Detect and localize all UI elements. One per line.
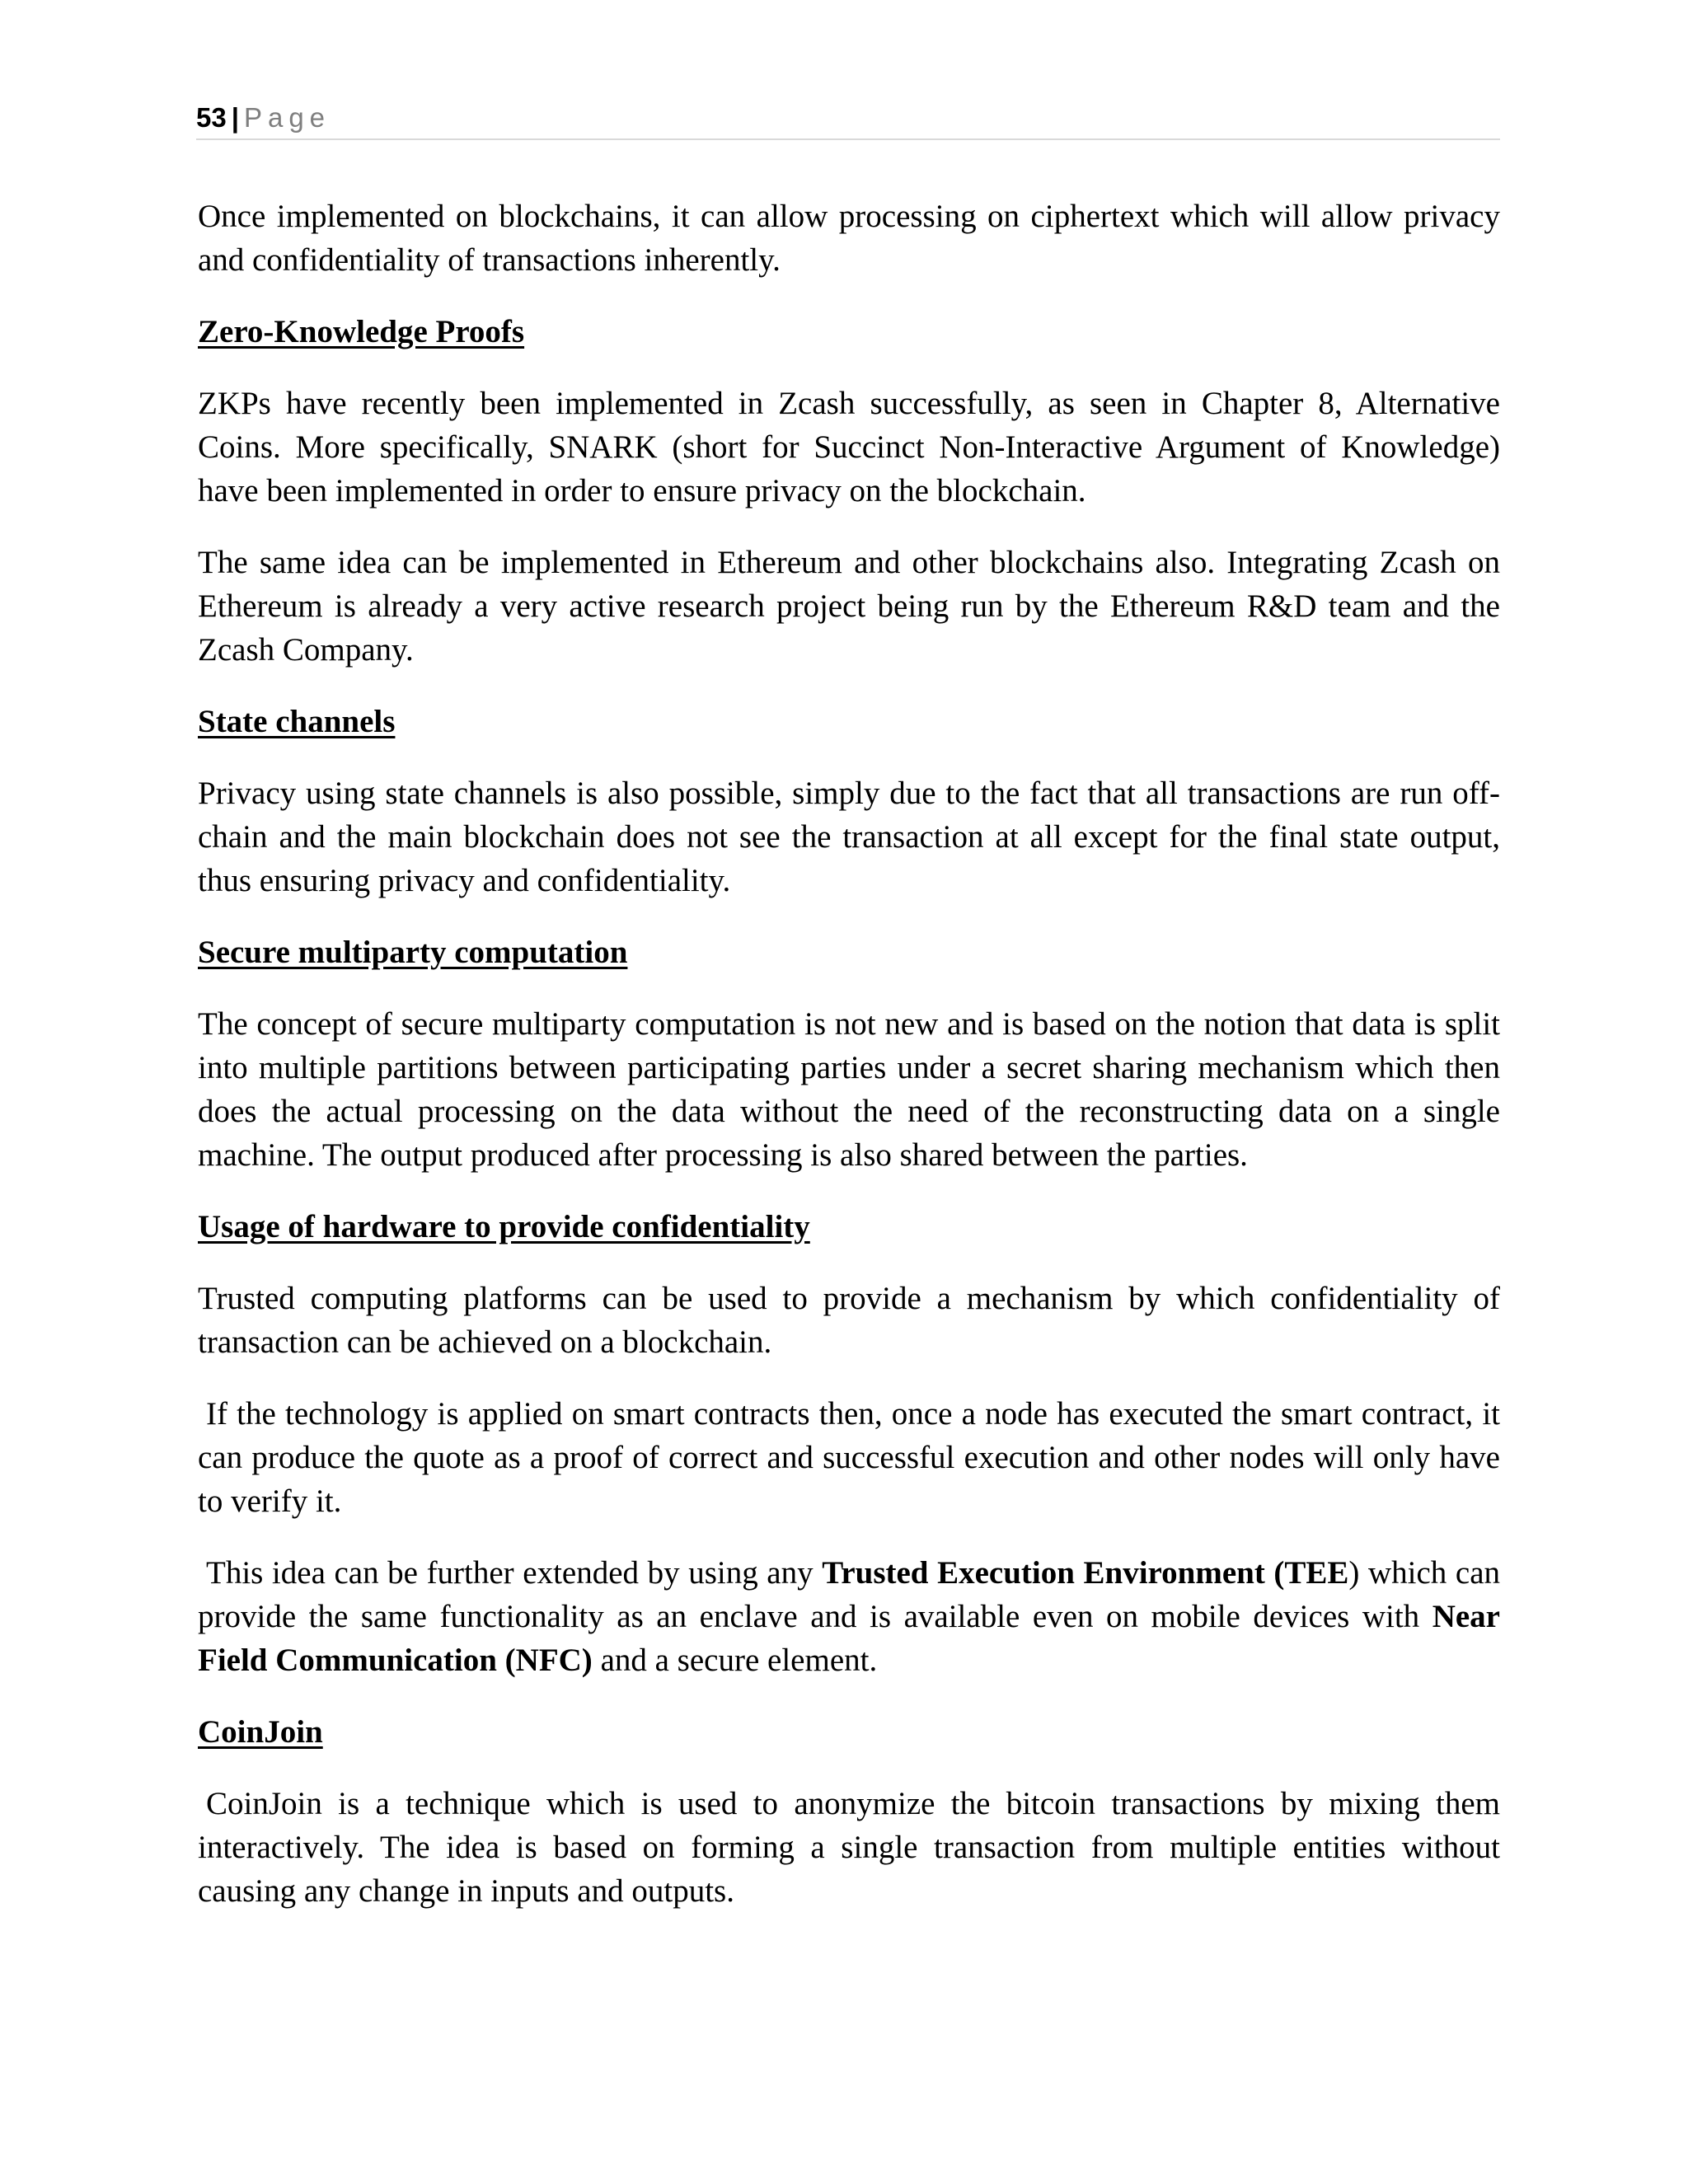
header-separator: | (231, 102, 239, 133)
heading-hardware-confidentiality: Usage of hardware to provide confidentiality (198, 1209, 810, 1244)
paragraph-secure-multiparty-computation: The concept of secure multiparty computation is not new and is based on the notion that data is split into multiple partitions between participating parties under a secret sharing mechanism which then does the actual processing on the data without the need of the reconstructing data on a single machine. The output produced after processing is also shared between the parties. (198, 1006, 1500, 1173)
paragraph-hardware-2: If the technology is applied on smart contracts then, once a node has executed the smart contract, it can produce the quote as a proof of correct and successful execution and other nodes will only have to verify it. (198, 1396, 1500, 1519)
paragraph-state-channels: Privacy using state channels is also possible, simply due to the fact that all transactions are run off-chain and the main blockchain does not see the transaction at all except for the final state output, thus ensuring privacy and confidentiality. (198, 776, 1500, 898)
text-run: ) which can provide the same functionality as an enclave and is available even on mobile devices with (198, 1555, 1501, 1634)
page-label: Page (243, 102, 331, 133)
paragraph-hardware-3 (198, 1551, 1500, 1682)
paragraph-intro: Once implemented on blockchains, it can allow processing on ciphertext which will allow privacy and confidentiality of transactions inherently. (198, 199, 1500, 278)
paragraph-zkp-2: The same idea can be implemented in Ethereum and other blockchains also. Integrating Zcash on Ethereum is already a very active research project being run by the Ethereum R&D team and the Zcash Company. (198, 545, 1500, 668)
heading-coinjoin: CoinJoin (198, 1714, 323, 1750)
heading-secure-multiparty-computation: Secure multiparty computation (198, 935, 628, 970)
paragraph-hardware-1: Trusted computing platforms can be used to provide a mechanism by which confidentiality of transaction can be achieved on a blockchain. (198, 1281, 1500, 1360)
text-run: and a secure element. (592, 1643, 878, 1678)
page-number: 53 (196, 102, 227, 133)
heading-state-channels: State channels (198, 704, 396, 739)
page-body (198, 194, 1500, 1913)
paragraph-coinjoin: CoinJoin is a technique which is used to anonymize the bitcoin transactions by mixing them interactively. The idea is based on forming a single transaction from multiple entities without causing any change in inputs and outputs. (198, 1786, 1500, 1909)
bold-term-tee: Trusted Execution Environment (TEE (822, 1555, 1349, 1591)
heading-zero-knowledge-proofs: Zero-Knowledge Proofs (198, 314, 525, 349)
bold-term-nfc: Near Field Communication (NFC) (198, 1599, 1500, 1678)
paragraph-zkp-1: ZKPs have recently been implemented in Zcash successfully, as seen in Chapter 8, Alternative Coins. More specifically, SNARK (short for Succinct Non-Interactive Argument of Knowledge) have been implemented in order to ensure privacy on the blockchain. (198, 386, 1500, 509)
page-header (196, 97, 1500, 140)
text-run: This idea can be further extended by using any (206, 1555, 823, 1591)
